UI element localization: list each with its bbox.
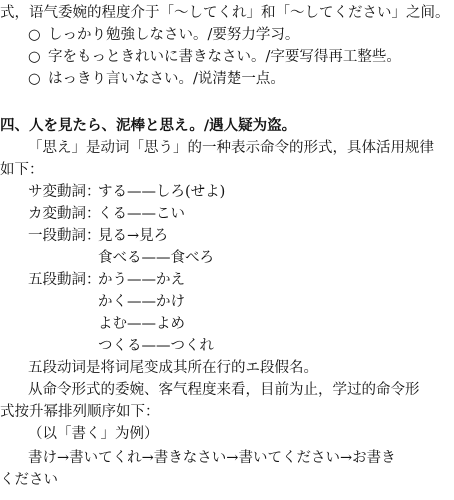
conjugation-text: 見る→見ろ: [98, 228, 169, 244]
bullet-circle-icon: ○: [28, 71, 41, 87]
conjugation-row: [28, 204, 185, 224]
intro-text: 式，语气委婉的程度介于「～してくれ」和「～してください」之间。: [0, 5, 450, 21]
example-text: しっかり勉強しなさい。/要努力学习。: [48, 27, 300, 43]
note-text: 五段动词是将词尾变成其所在行的エ段假名。: [28, 360, 318, 376]
conjugation-row: [28, 182, 225, 202]
example-text: はっきり言いなさい。/说清楚一点。: [48, 71, 285, 87]
conjugation-row: [28, 226, 168, 246]
conjugation-text: よむ——よめ: [98, 316, 185, 332]
paragraph-line: 「思え」是动词「思う」的一种表示命令的形式，具体活用规律: [28, 140, 434, 156]
conjugation-text: する——しろ(せよ): [98, 184, 226, 200]
conjugation-text: かう——かえ: [98, 272, 185, 288]
sequence-line: ください: [0, 472, 58, 488]
section-heading: 四、人を見たら、泥棒と思え。/遇人疑为盗。: [0, 118, 297, 134]
example-item: [28, 69, 285, 89]
conjugation-row: [28, 248, 214, 268]
sequence-line: 書け→書いてくれ→書きなさい→書いてください→お書き: [28, 450, 396, 466]
example-item: [28, 47, 401, 67]
example-text: 字をもっときれいに書きなさい。/字要写得再工整些。: [48, 49, 401, 65]
conjugation-label: 一段動詞：: [28, 228, 101, 244]
bullet-circle-icon: ○: [28, 49, 41, 65]
conjugation-row: [28, 314, 185, 334]
conjugation-label: 五段動詞：: [28, 272, 101, 288]
conjugation-text: くる——こい: [98, 206, 185, 222]
paragraph-line: 从命令形式的委婉、客气程度来看，目前为止，学过的命令形: [28, 382, 420, 398]
conjugation-row: [28, 292, 185, 312]
conjugation-row: [28, 336, 214, 356]
conjugation-text: つくる——つくれ: [98, 338, 214, 354]
example-label: （以「書く」为例）: [28, 426, 159, 442]
conjugation-text: かく——かけ: [98, 294, 185, 310]
conjugation-text: 食べる——食べろ: [98, 250, 214, 266]
paragraph-line: 如下：: [0, 162, 44, 178]
conjugation-label: サ変動詞：: [28, 184, 101, 200]
paragraph-line: 式按升幂排列顺序如下：: [0, 404, 160, 420]
example-item: [28, 25, 299, 45]
bullet-circle-icon: ○: [28, 27, 41, 43]
conjugation-row: [28, 270, 185, 290]
conjugation-label: カ変動詞：: [28, 206, 101, 222]
